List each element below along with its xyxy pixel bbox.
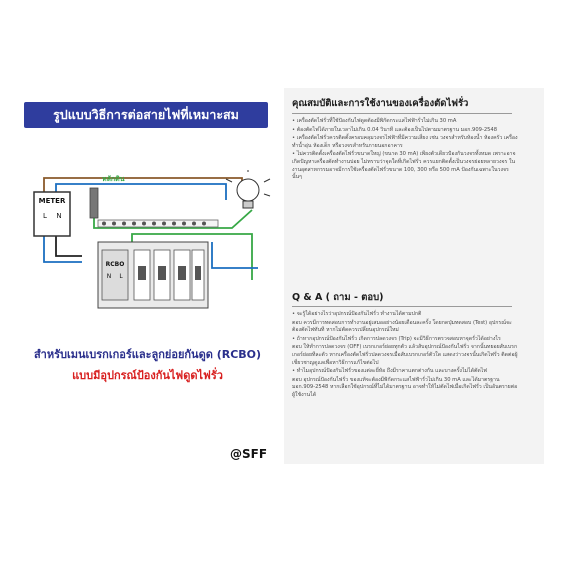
section2-title: Q & A ( ถาม - ตอบ) — [292, 292, 384, 303]
wire-blue — [56, 184, 226, 202]
rcbo-label: RCBO — [105, 261, 125, 268]
caption-rcbo: สำหรับเมนเบรกเกอร์และลูกย่อยกันดูด (RCBO) — [33, 348, 262, 361]
qa-answer: ตอบ ควรมีการทดสอบการทำงานอยู่เสมออย่างน้อยเดือนละครั้ง โดยกดปุ่มทดสอบ (Test) อุปกรณ์จะต้องตัดไฟทันที หากไม่ตัดควรเปลี่ยนอุปกรณ์ใหม่ — [292, 319, 512, 334]
qa-question: • ทำไมอุปกรณ์ป้องกันไฟรั่วของแต่ละยี่ห้อ ถึงมีราคาแตกต่างกัน และบางครั้งไม่ได้ตัดไฟ — [292, 368, 487, 375]
section1-paragraph: • เครื่องตัดไฟรั่วควรติดตั้งครอบคลุมวงจรไฟฟ้าที่มีความเสี่ยง เช่น วงจรสำหรับห้องน้ำ ห้องครัว เครื่องทำน้ำอุ่น ห้องเด็ก หรือวงจรสำหรับภายนอกอาคาร — [292, 135, 518, 149]
wire-blue-lower — [44, 236, 82, 262]
meter-n: N — [56, 212, 62, 220]
busbar — [98, 220, 218, 227]
section1-paragraph: • ต้องตัดไฟได้ภายในเวลาไม่เกิน 0.04 วินาที และต้องเป็นไปตามมาตรฐาน มอก.909-2548 — [292, 126, 498, 133]
ground-rod-icon — [90, 175, 125, 218]
section1-body — [292, 118, 518, 183]
qa-answer: ตอบ อุปกรณ์ป้องกันไฟรั่ว ของแท้จะต้องมีพิกัดกระแสไฟฟ้ารั่วไม่เกิน 30 mA และได้มาตรฐาน มอก.909-2548 หากเลือกใช้อุปกรณ์ที่ไม่ได้มาตรฐาน อาจทำให้ไม่ตัดไฟเมื่อเกิดไฟรั่ว เป็นอันตรายต่อผู้ใช้งานได้ — [292, 376, 518, 398]
qa-answer: ตอบ ให้ทำการปลดวงจร (OFF) เบรกเกอร์ย่อยทุกตัว แล้วสับอุปกรณ์ป้องกันไฟรั่ว จากนั้นทยอยสับเบรกเกอร์ย่อยทีละตัว หากเครื่องตัดไฟรั่วปลดวงจรเมื่อสับเบรกเกอร์ตัวใด แสดงว่าวงจรนั้นเกิดไฟรั่ว ติดต่อผู้เชี่ยวชาญดูแลเพื่อหาวิธีการแก้ไขต่อไป — [292, 344, 518, 366]
title-banner — [24, 102, 268, 128]
wire-brown — [44, 178, 242, 202]
section1-divider — [292, 113, 512, 114]
section1-title: คุณสมบัติและการใช้งานของเครื่องตัดไฟรั่ว — [292, 98, 469, 109]
section2-body — [292, 311, 518, 401]
meter-box — [34, 192, 70, 236]
ground-label: หลักดิน — [102, 175, 125, 183]
wiring-diagram — [12, 170, 282, 330]
qa-question: • ถ้าหากอุปกรณ์ป้องกันไฟรั่ว เกิดการปลดวงจร (Trip) จะมีวิธีการตรวจสอบหาจุดรั่วได้อย่างไร — [292, 335, 501, 342]
section1-paragraph: • ไม่ควรติดตั้งเครื่องตัดไฟรั่วขนาดใหญ่ (ขนาด 30 mA) เพียงตัวเดียวป้องกันวงจรทั้งหมด เพราะอาจเกิดปัญหาเครื่องตัดทำงานบ่อย ไม่ทราบว่าจุดใดที่เกิดไฟรั่ว ควรแยกติดตั้งเป็นวงจรย่อยหลายวงจร ในงานอุตสาหกรรมอาจมีการใช้เครื่องตัดไฟรั่วขนาด 100, 300 หรือ 500 mA ป้องกันเฉพาะในวงจรนั้นๆ — [292, 151, 516, 181]
section2-divider — [292, 306, 512, 307]
section1-paragraph: • เครื่องตัดไฟรั่วที่ใช้ป้องกันไฟดูดต้องมีพิกัดกระแสไฟฟ้ารั่วไม่เกิน 30 mA — [292, 118, 457, 124]
wire-black-lower — [56, 236, 82, 256]
watermark-handle: @SFF — [230, 447, 268, 461]
qa-question: • จะรู้ได้อย่างไรว่าอุปกรณ์ป้องกันไฟรั่ว ทำงานได้ตามปกติ — [292, 311, 422, 317]
rcbo-panel — [98, 242, 208, 308]
rcbo-n: N — [106, 273, 112, 280]
caption-leak-protection: แบบมีอุปกรณ์ป้องกันไฟดูดไฟรั่ว — [72, 369, 223, 382]
lightbulb-icon — [226, 170, 270, 208]
meter-l: L — [43, 212, 47, 220]
meter-label: METER — [38, 197, 66, 205]
rcbo-l: L — [119, 273, 123, 280]
banner-title: รูปแบบวิธีการต่อสายไฟที่เหมาะสม — [53, 107, 239, 122]
